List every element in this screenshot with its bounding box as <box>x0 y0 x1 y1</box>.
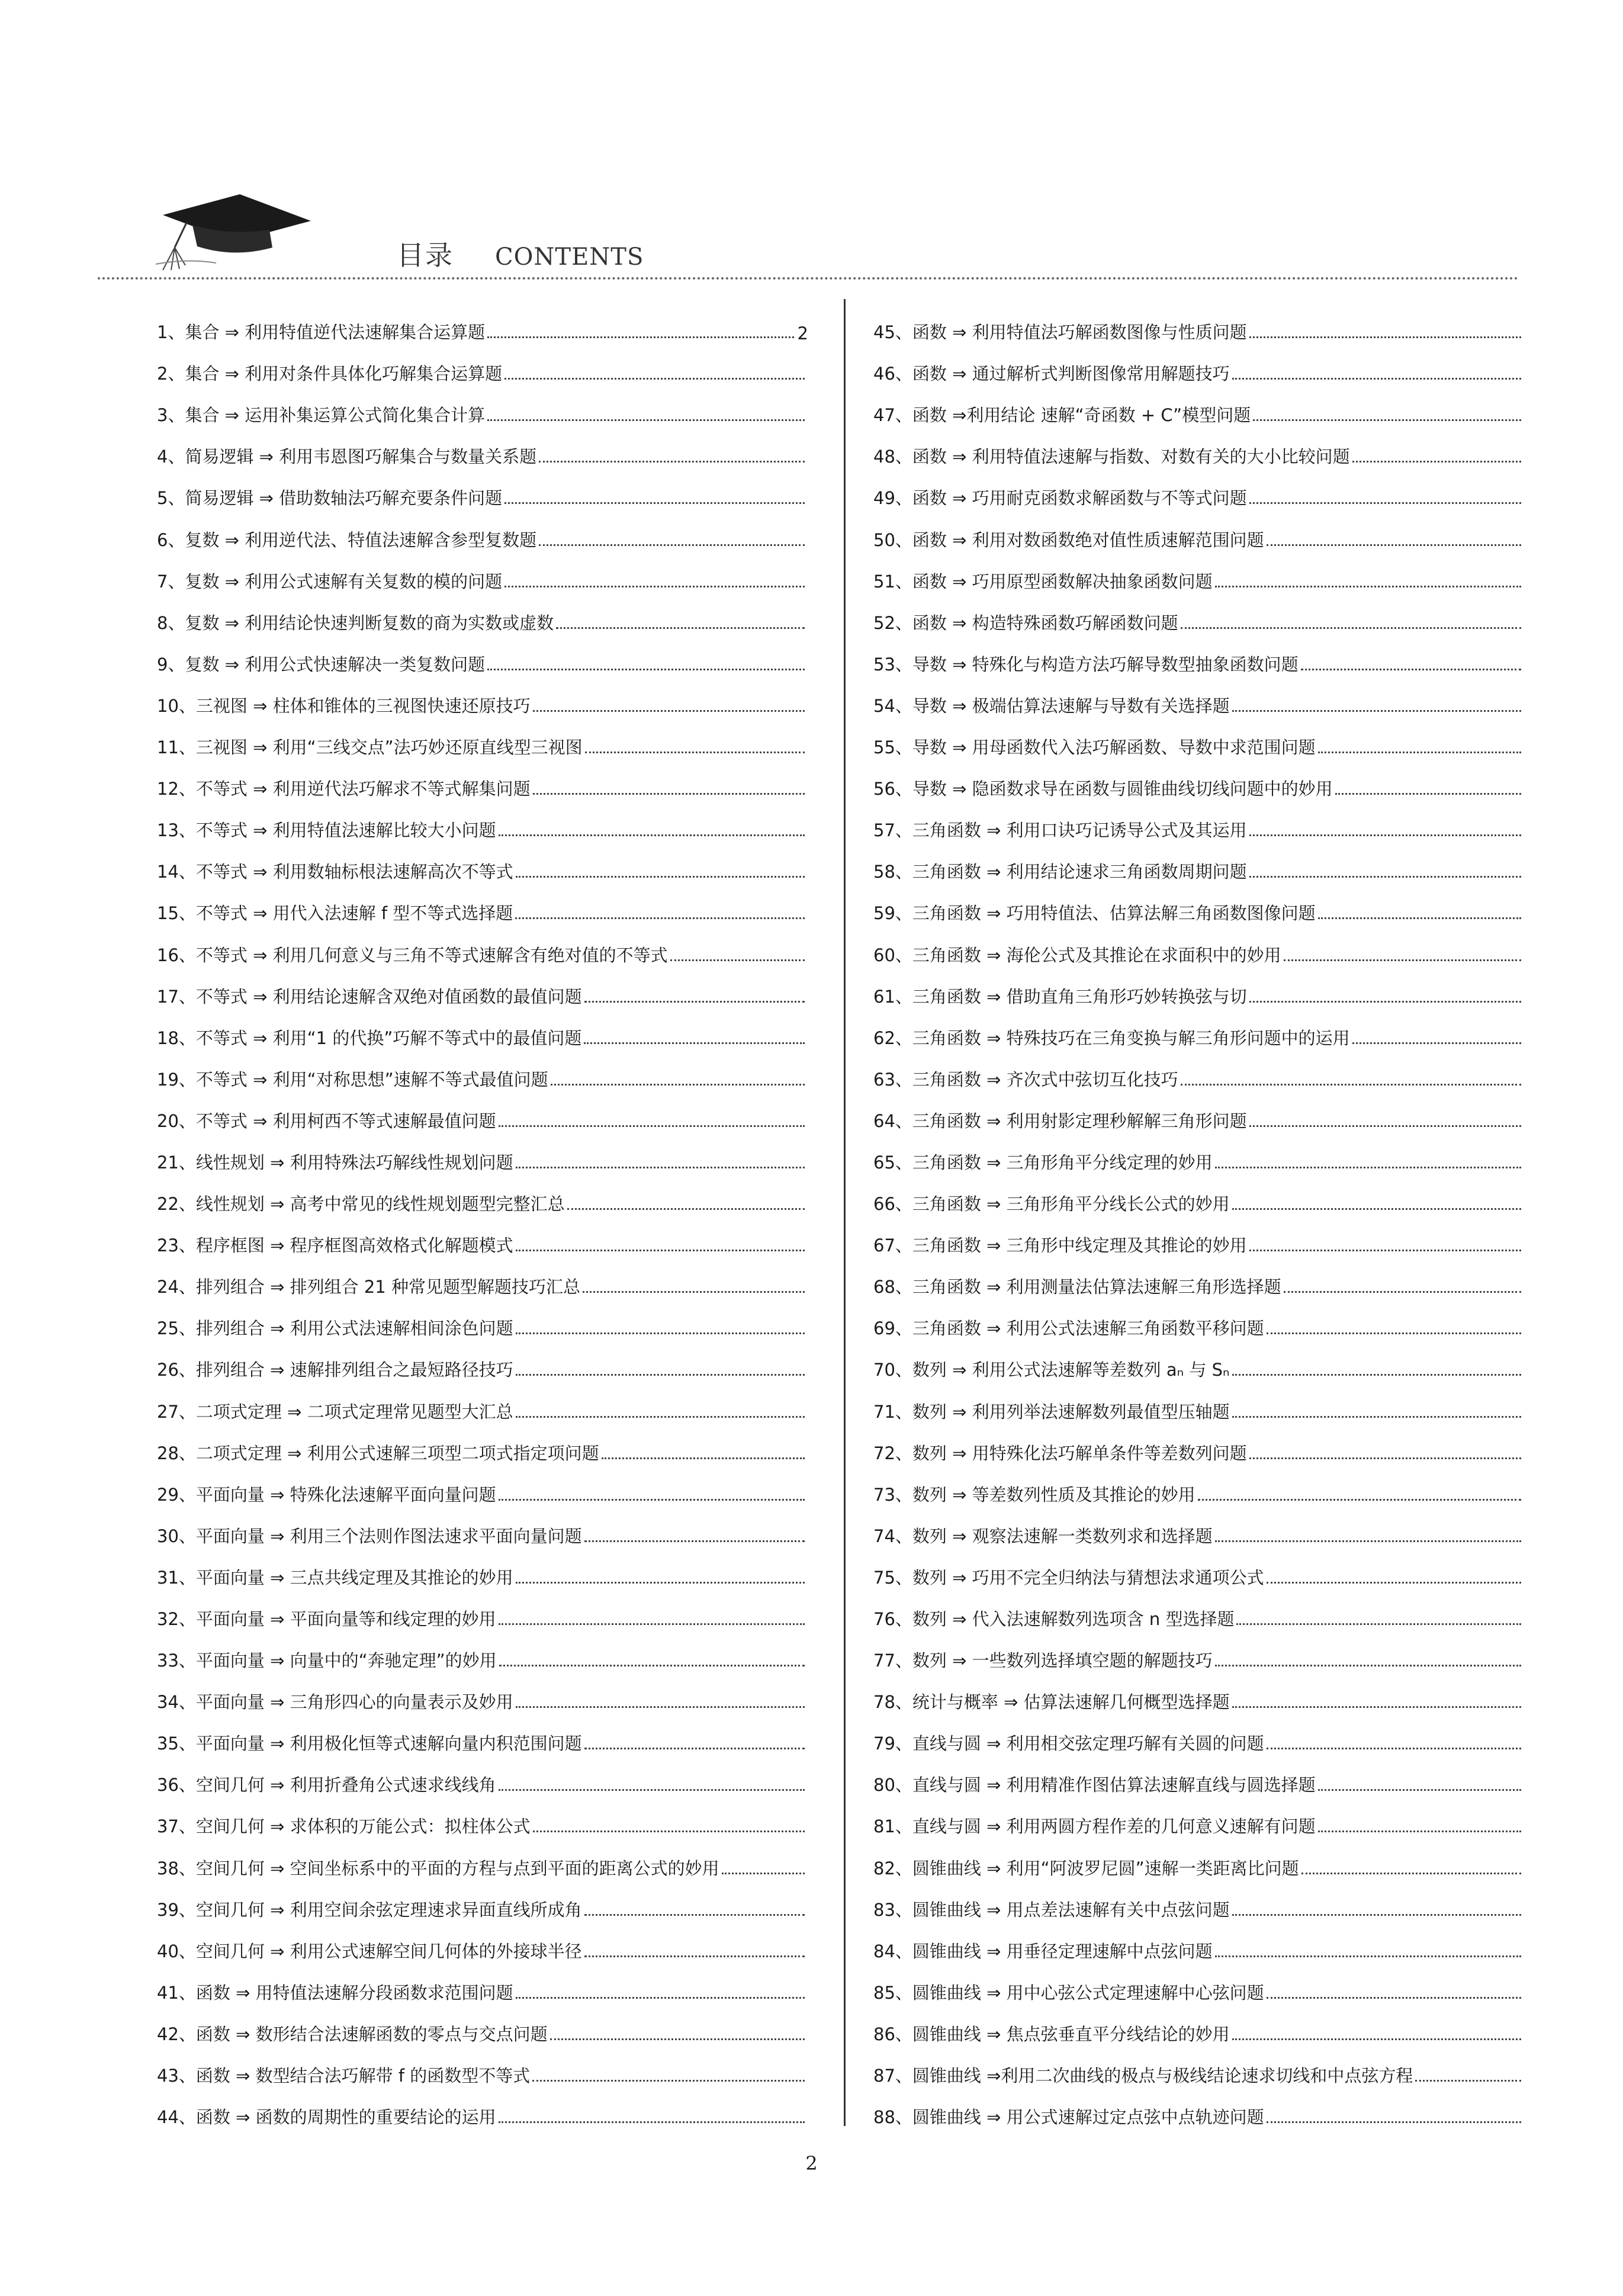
toc-entry[interactable] <box>873 1880 1525 1921</box>
toc-entry[interactable] <box>157 509 808 551</box>
toc-entry-title: 7、复数 ⇒ 利用公式速解有关复数的模的问题 <box>157 571 503 592</box>
toc-entry-title: 34、平面向量 ⇒ 三角形四心的向量表示及妙用 <box>157 1692 513 1713</box>
toc-entry[interactable] <box>157 1423 808 1465</box>
toc-entry[interactable] <box>873 593 1525 634</box>
toc-entry-title: 87、圆锥曲线 ⇒利用二次曲线的极点与极线结论速求切线和中点弦方程 <box>873 2066 1413 2086</box>
toc-entry[interactable] <box>157 883 808 924</box>
toc-entry-title: 26、排列组合 ⇒ 速解排列组合之最短路径技巧 <box>157 1360 513 1380</box>
dot-leader <box>1249 1001 1521 1003</box>
dot-leader <box>499 1789 805 1791</box>
toc-entry[interactable] <box>873 1838 1525 1879</box>
dot-leader <box>516 1332 805 1334</box>
dot-leader <box>670 959 805 961</box>
toc-entry[interactable] <box>157 759 808 800</box>
toc-entry-title: 12、不等式 ⇒ 利用逆代法巧解求不等式解集问题 <box>157 779 531 799</box>
toc-entry-title: 78、统计与概率 ⇒ 估算法速解几何概型选择题 <box>873 1692 1230 1713</box>
dot-leader <box>533 793 805 795</box>
header-divider <box>98 277 1519 280</box>
title-zh: 目录 <box>397 239 454 271</box>
toc-entry[interactable] <box>157 302 808 343</box>
dot-leader <box>516 876 805 878</box>
dot-leader <box>1267 2121 1521 2123</box>
toc-entry[interactable] <box>157 1838 808 1879</box>
dot-leader <box>584 1914 805 1916</box>
dot-leader <box>533 1831 805 1832</box>
toc-left-column <box>157 302 808 2128</box>
toc-entry[interactable] <box>873 509 1525 551</box>
toc-entry[interactable] <box>157 468 808 509</box>
toc-entry-title: 27、二项式定理 ⇒ 二项式定理常见题型大汇总 <box>157 1401 513 1422</box>
toc-entry[interactable] <box>157 1755 808 1796</box>
dot-leader <box>487 336 793 338</box>
toc-entry-title: 65、三角函数 ⇒ 三角形角平分线定理的妙用 <box>873 1152 1213 1173</box>
toc-entry[interactable] <box>873 426 1525 468</box>
dot-leader <box>499 834 805 836</box>
page-number: 2 <box>805 2152 818 2175</box>
dot-leader <box>499 1499 805 1501</box>
toc-entry[interactable] <box>157 924 808 966</box>
toc-entry[interactable] <box>157 717 808 759</box>
toc-entry-page: 2 <box>797 323 808 344</box>
toc-entry-title: 85、圆锥曲线 ⇒ 用中心弦公式定理速解中心弦问题 <box>873 1982 1264 2003</box>
toc-entry[interactable] <box>157 1174 808 1215</box>
toc-entry[interactable] <box>157 842 808 883</box>
dot-leader <box>516 1997 805 1999</box>
toc-entry-title: 72、数列 ⇒ 用特殊化法巧解单条件等差数列问题 <box>873 1443 1247 1463</box>
toc-entry-title: 1、集合 ⇒ 利用特值逆代法速解集合运算题 <box>157 322 486 343</box>
toc-entry[interactable] <box>873 800 1525 842</box>
toc-entry[interactable] <box>873 842 1525 883</box>
toc-entry-title: 42、函数 ⇒ 数形结合法速解函数的零点与交点问题 <box>157 2024 548 2044</box>
toc-entry[interactable] <box>157 1215 808 1257</box>
toc-entry-title: 67、三角函数 ⇒ 三角形中线定理及其推论的妙用 <box>873 1235 1247 1256</box>
toc-entry-title: 16、不等式 ⇒ 利用几何意义与三角不等式速解含有绝对值的不等式 <box>157 945 668 965</box>
dot-leader <box>584 1540 805 1542</box>
page-title <box>397 234 644 273</box>
dot-leader <box>516 1374 805 1376</box>
toc-entry[interactable] <box>873 1049 1525 1091</box>
dot-leader <box>499 1665 805 1666</box>
toc-entry-title: 75、数列 ⇒ 巧用不完全归纳法与猜想法求通项公式 <box>873 1567 1264 1588</box>
toc-entry[interactable] <box>157 1049 808 1091</box>
toc-entry-title: 45、函数 ⇒ 利用特值法巧解函数图像与性质问题 <box>873 322 1247 343</box>
toc-entry[interactable] <box>157 1257 808 1298</box>
toc-entry-title: 17、不等式 ⇒ 利用结论速解含双绝对值函数的最值问题 <box>157 986 582 1007</box>
toc-entry-title: 86、圆锥曲线 ⇒ 焦点弦垂直平分线结论的妙用 <box>873 2024 1230 2044</box>
toc-entry-title: 6、复数 ⇒ 利用逆代法、特值法速解含参型复数题 <box>157 529 537 550</box>
toc-entry-title: 73、数列 ⇒ 等差数列性质及其推论的妙用 <box>873 1484 1195 1505</box>
toc-entry[interactable] <box>873 634 1525 676</box>
dot-leader <box>1232 1208 1521 1210</box>
toc-entry[interactable] <box>873 302 1525 343</box>
toc-entry-title: 33、平面向量 ⇒ 向量中的“奔驰定理”的妙用 <box>157 1650 497 1671</box>
toc-entry-title: 69、三角函数 ⇒ 利用公式法速解三角函数平移问题 <box>873 1318 1264 1339</box>
dot-leader <box>487 669 805 670</box>
dot-leader <box>539 544 805 546</box>
toc-entry-title: 21、线性规划 ⇒ 利用特殊法巧解线性规划问题 <box>157 1152 513 1173</box>
toc-entry[interactable] <box>873 1465 1525 1506</box>
toc-entry[interactable] <box>157 1381 808 1422</box>
toc-entry-title: 15、不等式 ⇒ 用代入法速解 f 型不等式选择题 <box>157 903 513 924</box>
dot-leader <box>602 1457 805 1459</box>
toc-entry-title: 44、函数 ⇒ 函数的周期性的重要结论的运用 <box>157 2107 496 2128</box>
toc-entry-title: 38、空间几何 ⇒ 空间坐标系中的平面的方程与点到平面的距离公式的妙用 <box>157 1858 719 1878</box>
toc-entry-title: 20、不等式 ⇒ 利用柯西不等式速解最值问题 <box>157 1110 496 1131</box>
toc-entry[interactable] <box>873 1340 1525 1381</box>
dot-leader <box>1267 1332 1521 1334</box>
dot-leader <box>539 461 805 463</box>
toc-entry-title: 10、三视图 ⇒ 柱体和锥体的三视图快速还原技巧 <box>157 695 531 716</box>
toc-entry-title: 25、排列组合 ⇒ 利用公式法速解相间涂色问题 <box>157 1318 513 1339</box>
toc-entry-title: 37、空间几何 ⇒ 求体积的万能公式：拟柱体公式 <box>157 1816 531 1837</box>
toc-entry-title: 24、排列组合 ⇒ 排列组合 21 种常见题型解题技巧汇总 <box>157 1277 580 1298</box>
toc-entry[interactable] <box>157 800 808 842</box>
toc-entry[interactable] <box>873 1713 1525 1755</box>
toc-entry[interactable] <box>873 1921 1525 1963</box>
toc-entry-title: 53、导数 ⇒ 特殊化与构造方法巧解导数型抽象函数问题 <box>873 654 1299 675</box>
toc-entry-title: 32、平面向量 ⇒ 平面向量等和线定理的妙用 <box>157 1609 496 1629</box>
toc-entry[interactable] <box>157 1880 808 1921</box>
toc-entry-title: 83、圆锥曲线 ⇒ 用点差法速解有关中点弦问题 <box>873 1899 1230 1920</box>
dot-leader <box>504 378 805 380</box>
dot-leader <box>1249 336 1521 338</box>
dot-leader <box>499 2121 805 2123</box>
toc-entry-title: 48、函数 ⇒ 利用特值法速解与指数、对数有关的大小比较问题 <box>873 447 1350 467</box>
toc-entry-title: 74、数列 ⇒ 观察法速解一类数列求和选择题 <box>873 1526 1213 1546</box>
toc-entry[interactable] <box>873 551 1525 593</box>
toc-entry[interactable] <box>873 1755 1525 1796</box>
dot-leader <box>1284 1291 1521 1293</box>
dot-leader <box>1253 419 1521 421</box>
title-en: CONTENTS <box>495 243 644 271</box>
dot-leader <box>499 1125 805 1127</box>
dot-leader <box>1249 1457 1521 1459</box>
dot-leader <box>516 1582 805 1584</box>
toc-entry-title: 61、三角函数 ⇒ 借助直角三角形巧妙转换弦与切 <box>873 986 1247 1007</box>
toc-entry[interactable] <box>157 343 808 385</box>
dot-leader <box>516 1416 805 1418</box>
toc-entry[interactable] <box>873 2087 1525 2128</box>
toc-entry-title: 82、圆锥曲线 ⇒ 利用“阿波罗尼圆”速解一类距离比问题 <box>873 1858 1299 1878</box>
toc-entry[interactable] <box>873 1796 1525 1838</box>
toc-entry-title: 55、导数 ⇒ 用母函数代入法巧解函数、导数中求范围问题 <box>873 737 1316 758</box>
dot-leader <box>1198 1499 1521 1501</box>
toc-entry[interactable] <box>873 1630 1525 1672</box>
dot-leader <box>1301 669 1521 670</box>
dot-leader <box>1267 544 1521 546</box>
dot-leader <box>1232 2038 1521 2040</box>
dot-leader <box>1318 1831 1521 1832</box>
toc-entry-title: 9、复数 ⇒ 利用公式快速解决一类复数问题 <box>157 654 486 675</box>
toc-entry[interactable] <box>873 1963 1525 2004</box>
toc-entry-title: 3、集合 ⇒ 运用补集运算公式简化集合计算 <box>157 405 486 426</box>
dot-leader <box>584 1001 805 1003</box>
toc-entry[interactable] <box>157 2087 808 2128</box>
toc-entry[interactable] <box>157 1921 808 1963</box>
toc-entry-title: 47、函数 ⇒利用结论 速解“奇函数 + C”模型问题 <box>873 405 1251 426</box>
toc-entry[interactable] <box>873 468 1525 509</box>
toc-entry-title: 40、空间几何 ⇒ 利用公式速解空间几何体的外接球半径 <box>157 1941 582 1961</box>
dot-leader <box>1335 793 1521 795</box>
dot-leader <box>1352 461 1521 463</box>
toc-entry-title: 41、函数 ⇒ 用特值法速解分段函数求范围问题 <box>157 1982 513 2003</box>
toc-entry-title: 54、导数 ⇒ 极端估算法速解与导数有关选择题 <box>873 695 1230 716</box>
toc-entry-title: 71、数列 ⇒ 利用列举法速解数列最值型压轴题 <box>873 1401 1230 1422</box>
dot-leader <box>1232 710 1521 712</box>
toc-entry[interactable] <box>157 1589 808 1630</box>
dot-leader <box>550 2038 805 2040</box>
toc-entry-title: 2、集合 ⇒ 利用对条件具体化巧解集合运算题 <box>157 364 503 384</box>
toc-entry[interactable] <box>157 1630 808 1672</box>
toc-entry-title: 66、三角函数 ⇒ 三角形角平分线长公式的妙用 <box>873 1194 1230 1215</box>
toc-entry[interactable] <box>873 759 1525 800</box>
dot-leader <box>556 627 805 629</box>
toc-entry-title: 64、三角函数 ⇒ 利用射影定理秒解解三角形问题 <box>873 1110 1247 1131</box>
toc-entry-title: 68、三角函数 ⇒ 利用测量法估算法速解三角形选择题 <box>873 1277 1281 1298</box>
dot-leader <box>515 917 805 919</box>
toc-entry[interactable] <box>873 1589 1525 1630</box>
toc-entry[interactable] <box>157 1963 808 2004</box>
dot-leader <box>1318 917 1521 919</box>
dot-leader <box>1181 1084 1521 1086</box>
toc-entry-title: 88、圆锥曲线 ⇒ 用公式速解过定点弦中点轨迹问题 <box>873 2107 1264 2128</box>
toc-entry-title: 22、线性规划 ⇒ 高考中常见的线性规划题型完整汇总 <box>157 1194 565 1215</box>
dot-leader <box>1215 1540 1521 1542</box>
dot-leader <box>1215 586 1521 587</box>
toc-entry-title: 79、直线与圆 ⇒ 利用相交弦定理巧解有关圆的问题 <box>873 1733 1264 1754</box>
dot-leader <box>516 1706 805 1708</box>
toc-entry[interactable] <box>873 2045 1525 2087</box>
dot-leader <box>1301 1873 1521 1874</box>
toc-entry[interactable] <box>157 593 808 634</box>
toc-entry[interactable] <box>157 1298 808 1340</box>
toc-entry[interactable] <box>157 1091 808 1132</box>
toc-entry[interactable] <box>157 1796 808 1838</box>
dot-leader <box>1249 1250 1521 1251</box>
toc-entry-title: 84、圆锥曲线 ⇒ 用垂径定理速解中点弦问题 <box>873 1941 1213 1961</box>
dot-leader <box>585 752 805 753</box>
toc-entry-title: 58、三角函数 ⇒ 利用结论速求三角函数周期问题 <box>873 862 1247 882</box>
toc-entry-title: 50、函数 ⇒ 利用对数函数绝对值性质速解范围问题 <box>873 529 1264 550</box>
toc-entry[interactable] <box>873 1506 1525 1547</box>
dot-leader <box>1249 834 1521 836</box>
dot-leader <box>1181 627 1521 629</box>
dot-leader <box>1236 1623 1521 1625</box>
toc-entry-title: 11、三视图 ⇒ 利用“三线交点”法巧妙还原直线型三视图 <box>157 737 583 758</box>
dot-leader <box>584 1042 805 1044</box>
dot-leader <box>532 2080 805 2082</box>
dot-leader <box>1249 502 1521 504</box>
toc-entry[interactable] <box>873 1547 1525 1589</box>
toc-entry-title: 36、空间几何 ⇒ 利用折叠角公式速求线线角 <box>157 1775 496 1796</box>
toc-entry-title: 18、不等式 ⇒ 利用“1 的代换”巧解不等式中的最值问题 <box>157 1027 582 1048</box>
dot-leader <box>722 1873 805 1874</box>
toc-entry-title: 19、不等式 ⇒ 利用“对称思想”速解不等式最值问题 <box>157 1069 548 1090</box>
dot-leader <box>551 1084 805 1086</box>
toc-entry-title: 43、函数 ⇒ 数型结合法巧解带 f 的函数型不等式 <box>157 2066 531 2086</box>
toc-entry-title: 14、不等式 ⇒ 利用数轴标根法速解高次不等式 <box>157 862 513 882</box>
dot-leader <box>1232 1914 1521 1916</box>
toc-entry[interactable] <box>873 1423 1525 1465</box>
toc-entry[interactable] <box>873 924 1525 966</box>
toc-entry-title: 49、函数 ⇒ 巧用耐克函数求解函数与不等式问题 <box>873 488 1247 509</box>
toc-entry-title: 59、三角函数 ⇒ 巧用特值法、估算法解三角函数图像问题 <box>873 903 1316 924</box>
toc-entry-title: 57、三角函数 ⇒ 利用口诀巧记诱导公式及其运用 <box>873 820 1247 841</box>
toc-entry[interactable] <box>873 1381 1525 1422</box>
dot-leader <box>1267 1582 1521 1584</box>
dot-leader <box>504 502 805 504</box>
dot-leader <box>1215 1955 1521 1957</box>
dot-leader <box>567 1208 805 1210</box>
dot-leader <box>1267 1997 1521 1999</box>
toc-entry-title: 46、函数 ⇒ 通过解析式判断图像常用解题技巧 <box>873 364 1230 384</box>
toc-entry[interactable] <box>873 2004 1525 2045</box>
toc-entry[interactable] <box>873 883 1525 924</box>
toc-entry-title: 76、数列 ⇒ 代入法速解数列选项含 n 型选择题 <box>873 1609 1235 1629</box>
toc-entry[interactable] <box>157 2045 808 2087</box>
toc-entry[interactable] <box>873 966 1525 1008</box>
toc-entry-title: 8、复数 ⇒ 利用结论快速判断复数的商为实数或虚数 <box>157 612 554 633</box>
toc-entry-title: 80、直线与圆 ⇒ 利用精准作图估算法速解直线与圆选择题 <box>873 1775 1316 1796</box>
toc-entry[interactable] <box>157 1340 808 1381</box>
toc-entry-title: 30、平面向量 ⇒ 利用三个法则作图法速求平面向量问题 <box>157 1526 582 1546</box>
toc-entry[interactable] <box>873 1174 1525 1215</box>
dot-leader <box>1232 1374 1521 1376</box>
toc-entry[interactable] <box>873 1132 1525 1174</box>
dot-leader <box>1215 1167 1521 1168</box>
dot-leader <box>533 710 805 712</box>
toc-entry[interactable] <box>873 717 1525 759</box>
toc-entry[interactable] <box>157 1465 808 1506</box>
toc-entry[interactable] <box>157 1132 808 1174</box>
toc-entry-title: 81、直线与圆 ⇒ 利用两圆方程作差的几何意义速解有问题 <box>873 1816 1316 1837</box>
toc-entry-title: 63、三角函数 ⇒ 齐次式中弦切互化技巧 <box>873 1069 1178 1090</box>
dot-leader <box>1232 1416 1521 1418</box>
toc-entry-title: 4、简易逻辑 ⇒ 利用韦恩图巧解集合与数量关系题 <box>157 447 537 467</box>
toc-entry[interactable] <box>157 385 808 426</box>
toc-entry[interactable] <box>157 676 808 717</box>
dot-leader <box>1232 1706 1521 1708</box>
dot-leader <box>516 1250 805 1251</box>
toc-entry[interactable] <box>873 1298 1525 1340</box>
dot-leader <box>499 1623 805 1625</box>
dot-leader <box>1267 1748 1521 1749</box>
dot-leader <box>1215 1665 1521 1666</box>
toc-entry-title: 28、二项式定理 ⇒ 利用公式速解三项型二项式指定项问题 <box>157 1443 599 1463</box>
toc-entry[interactable] <box>157 1008 808 1049</box>
toc-entry-title: 5、简易逻辑 ⇒ 借助数轴法巧解充要条件问题 <box>157 488 503 509</box>
toc-right-column <box>873 302 1525 2128</box>
dot-leader <box>1318 1789 1521 1791</box>
toc-entry[interactable] <box>157 1672 808 1713</box>
toc-entry[interactable] <box>873 385 1525 426</box>
toc-entry-title: 77、数列 ⇒ 一些数列选择填空题的解题技巧 <box>873 1650 1213 1671</box>
toc-entry[interactable] <box>873 1008 1525 1049</box>
dot-leader <box>584 1748 805 1749</box>
toc-entry[interactable] <box>157 634 808 676</box>
toc-entry[interactable] <box>157 966 808 1008</box>
dot-leader <box>1232 378 1521 380</box>
dot-leader <box>1249 876 1521 878</box>
column-divider <box>844 299 846 2126</box>
toc-entry-title: 13、不等式 ⇒ 利用特值法速解比较大小问题 <box>157 820 496 841</box>
dot-leader <box>583 1291 805 1293</box>
dot-leader <box>1352 1042 1521 1044</box>
toc-entry[interactable] <box>873 1215 1525 1257</box>
dot-leader <box>516 1167 805 1168</box>
toc-entry[interactable] <box>157 1506 808 1547</box>
toc-entry[interactable] <box>873 676 1525 717</box>
dot-leader <box>1249 1125 1521 1127</box>
toc-entry[interactable] <box>157 551 808 593</box>
toc-entry-title: 31、平面向量 ⇒ 三点共线定理及其推论的妙用 <box>157 1567 513 1588</box>
toc-entry-title: 51、函数 ⇒ 巧用原型函数解决抽象函数问题 <box>873 571 1213 592</box>
toc-entry-title: 29、平面向量 ⇒ 特殊化法速解平面向量问题 <box>157 1484 496 1505</box>
toc-entry[interactable] <box>157 2004 808 2045</box>
toc-entry[interactable] <box>157 1713 808 1755</box>
toc-entry-title: 56、导数 ⇒ 隐函数求导在函数与圆锥曲线切线问题中的妙用 <box>873 779 1333 799</box>
toc-entry-title: 62、三角函数 ⇒ 特殊技巧在三角变换与解三角形问题中的运用 <box>873 1027 1350 1048</box>
dot-leader <box>504 586 805 587</box>
toc-entry-title: 39、空间几何 ⇒ 利用空间余弦定理速求异面直线所成角 <box>157 1899 582 1920</box>
toc-entry[interactable] <box>873 1672 1525 1713</box>
toc-entry[interactable] <box>157 1547 808 1589</box>
toc-entry-title: 52、函数 ⇒ 构造特殊函数巧解函数问题 <box>873 612 1178 633</box>
toc-entry-title: 60、三角函数 ⇒ 海伦公式及其推论在求面积中的妙用 <box>873 945 1281 965</box>
toc-entry-title: 35、平面向量 ⇒ 利用极化恒等式速解向量内积范围问题 <box>157 1733 582 1754</box>
toc-entry[interactable] <box>157 426 808 468</box>
dot-leader <box>584 1955 805 1957</box>
dot-leader <box>1318 752 1521 753</box>
toc-entry-title: 23、程序框图 ⇒ 程序框图高效格式化解题模式 <box>157 1235 513 1256</box>
graduation-cap-icon <box>151 188 317 271</box>
toc-entry[interactable] <box>873 1091 1525 1132</box>
toc-entry-title: 70、数列 ⇒ 利用公式法速解等差数列 aₙ 与 Sₙ <box>873 1360 1230 1380</box>
dot-leader <box>487 419 805 421</box>
dot-leader <box>1284 959 1521 961</box>
toc-entry[interactable] <box>873 1257 1525 1298</box>
dot-leader <box>1415 2080 1521 2082</box>
toc-entry[interactable] <box>873 343 1525 385</box>
